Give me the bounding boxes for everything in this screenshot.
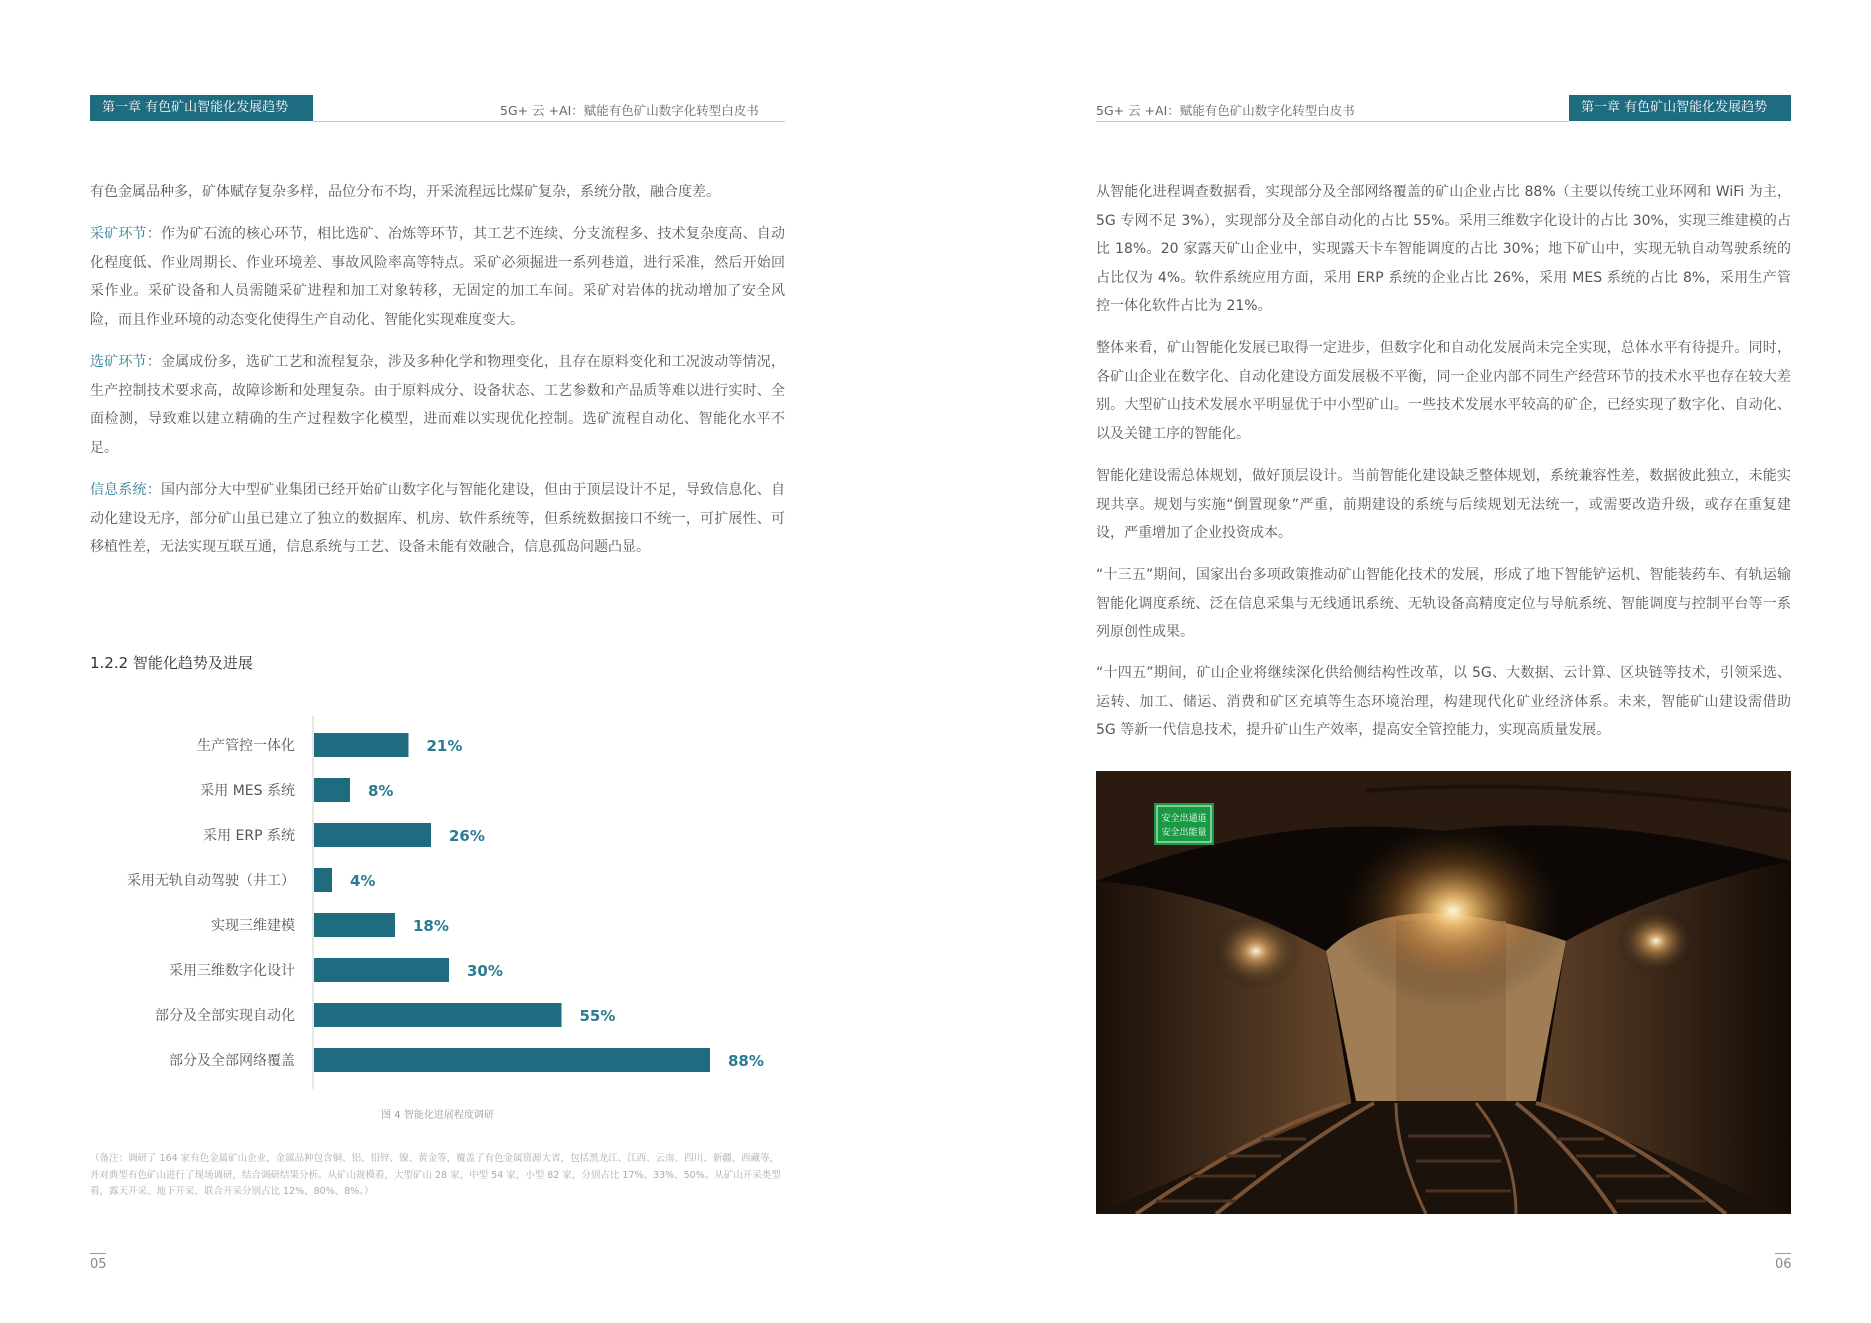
page-number: 05 xyxy=(90,1257,107,1272)
value-label: 88% xyxy=(728,1052,764,1070)
safety-exit-sign xyxy=(1154,803,1214,845)
page-number: 06 xyxy=(1775,1257,1792,1272)
bar xyxy=(314,868,332,892)
category-label: 生产管控一体化 xyxy=(197,738,295,754)
bar xyxy=(314,958,449,982)
value-label: 8% xyxy=(368,782,394,800)
value-label: 30% xyxy=(467,962,503,980)
right-page xyxy=(935,0,1871,1323)
category-label: 部分及全部网络覆盖 xyxy=(169,1053,295,1069)
header-rule xyxy=(1096,121,1569,122)
paragraph-survey: 从智能化进程调查数据看，实现部分及全部网络覆盖的矿山企业占比 88%（主要以传统工业环网和 WiFi 为主，5G 专网不足 3%），实现部分及全部自动化的占比 55%。采用三维数字化设计的占比 30%，实现三维建模的占比 18%。20 家露天矿山企业中，实现露天卡车智能调度的占比 30%；地下矿山中，实现无轨自动驾驶系统的占比仅为 4%。软件系统应用方面，采用 ERP 系统的企业占比 26%，采用 MES 系统的占比 8%，采用生产管控一体化软件占比为 21%。 xyxy=(1096,184,1791,315)
section-info-system xyxy=(90,476,785,562)
paragraph-planning: 智能化建设需总体规划，做好顶层设计。当前智能化建设缺乏整体规划，系统兼容性差，数据彼此独立，未能实现共享。规划与实施“倒置现象”严重，前期建设的系统与后续规划无法统一，或需要改造升级，或存在重复建设，严重增加了企业投资成本。 xyxy=(1096,468,1791,542)
bar xyxy=(314,1048,710,1072)
category-label: 采用 MES 系统 xyxy=(200,783,295,799)
text-info-system: 国内部分大中型矿业集团已经开始矿山数字化与智能化建设，但由于顶层设计不足，导致信息化、自动化建设无序，部分矿山虽已建立了独立的数据库、机房、软件系统等，但系统数据接口不统一，可扩展性、可移植性差，无法实现互联互通，信息系统与工艺、设备未能有效融合，信息孤岛问题凸显。 xyxy=(90,482,785,556)
paragraph-14th-plan: “十四五”期间，矿山企业将继续深化供给侧结构性改革，以 5G、大数据、云计算、区块链等技术，引领采选、运转、加工、储运、消费和矿区充填等生态环境治理，构建现代化矿业经济体系。未来，智能矿山建设需借助 5G 等新一代信息技术，提升矿山生产效率，提高安全管控能力，实现高质量发展。 xyxy=(1096,665,1791,739)
paragraph-overall: 整体来看，矿山智能化发展已取得一定进步，但数字化和自动化发展尚未完全实现，总体水平有待提升。同时，各矿山企业在数字化、自动化建设方面发展极不平衡，同一企业内部不同生产经营环节的技术水平也存在较大差别。大型矿山技术发展水平明显优于中小型矿山。一些技术发展水平较高的矿企，已经实现了数字化、自动化、以及关键工序的智能化。 xyxy=(1096,340,1791,442)
text-mining: 作为矿石流的核心环节，相比选矿、冶炼等环节，其工艺不连续、分支流程多、技术复杂度高、自动化程度低、作业周期长、作业环境差、事故风险率高等特点。采矿必须掘进一系列巷道，进行采准，然后开始回采作业。采矿设备和人员需随采矿进程和加工对象转移，无固定的加工车间。采矿对岩体的扰动增加了安全风险，而且作业环境的动态变化使得生产自动化、智能化实现难度变大。 xyxy=(90,226,785,328)
section-processing xyxy=(90,348,785,462)
text-processing: 金属成份多，选矿工艺和流程复杂，涉及多种化学和物理变化，且存在原料变化和工况波动等情况，生产控制技术要求高，故障诊断和处理复杂。由于原料成分、设备状态、工艺参数和产品质等难以进行实时、全面检测，导致难以建立精确的生产过程数字化模型，进而难以实现优化控制。选矿流程自动化、智能化水平不足。 xyxy=(90,354,785,456)
category-label: 采用 ERP 系统 xyxy=(203,828,295,844)
mine-tunnel-photo xyxy=(1096,771,1791,1214)
value-label: 18% xyxy=(413,917,449,935)
running-title: 5G+ 云 +AI：赋能有色矿山数字化转型白皮书 xyxy=(1096,103,1355,118)
left-page xyxy=(0,0,935,1323)
bar xyxy=(314,913,395,937)
page-number-rule xyxy=(1775,1253,1791,1254)
page-number-rule xyxy=(90,1253,106,1254)
sign-line-2: 安全出能量 xyxy=(1161,828,1207,838)
bar xyxy=(314,733,409,757)
keyword-processing: 选矿环节： xyxy=(90,354,161,370)
mine-tunnel-illustration xyxy=(1096,771,1791,1214)
intro-paragraph: 有色金属品种多，矿体赋存复杂多样，品位分布不均，开采流程远比煤矿复杂，系统分散，融合度差。 xyxy=(90,184,720,200)
bar-chart xyxy=(90,712,785,1092)
value-label: 26% xyxy=(449,827,485,845)
category-label: 实现三维建模 xyxy=(211,918,295,934)
category-label: 采用无轨自动驾驶（井工） xyxy=(127,873,295,889)
section-mining xyxy=(90,220,785,334)
keyword-info-system: 信息系统： xyxy=(90,482,161,498)
section-title: 1.2.2 智能化趋势及进展 xyxy=(90,654,253,672)
paragraph-13th-plan: “十三五”期间，国家出台多项政策推动矿山智能化技术的发展，形成了地下智能铲运机、智能装药车、有轨运输智能化调度系统、泛在信息采集与无线通讯系统、无轨设备高精度定位与导航系统、智能调度与控制平台等一系列原创性成果。 xyxy=(1096,567,1791,641)
sign-line-1: 安全出通道 xyxy=(1161,814,1207,824)
chart-caption: 图 4 智能化进展程度调研 xyxy=(381,1110,494,1121)
category-label: 采用三维数字化设计 xyxy=(169,963,295,979)
value-label: 4% xyxy=(350,872,376,890)
value-label: 55% xyxy=(579,1007,616,1025)
chapter-tag: 第一章 有色矿山智能化发展趋势 xyxy=(1569,95,1791,121)
bar xyxy=(314,778,350,802)
bar xyxy=(314,1003,562,1027)
category-label: 部分及全部实现自动化 xyxy=(155,1008,295,1024)
running-title: 5G+ 云 +AI：赋能有色矿山数字化转型白皮书 xyxy=(500,103,759,118)
value-label: 21% xyxy=(426,737,463,755)
chapter-tag: 第一章 有色矿山智能化发展趋势 xyxy=(90,95,313,121)
survey-note: （备注：调研了 164 家有色金属矿山企业，金属品种包含铜、铝、铅锌、镍、黄金等，覆盖了有色金属资源大省，包括黑龙江、江西、云南、四川、新疆、西藏等，并对典型有色矿山进行了现场调研，结合调研结果分析。从矿山规模看，大型矿山 28 家，中型 54 家，小型 82 家，分别占比 17%、33%、50%。从矿山开采类型看，露天开采、地下开采、联合开采分别占比 12%、80%、8%。） xyxy=(90,1153,781,1197)
bar xyxy=(314,823,431,847)
header-rule xyxy=(313,121,785,122)
keyword-mining: 采矿环节： xyxy=(90,226,161,242)
